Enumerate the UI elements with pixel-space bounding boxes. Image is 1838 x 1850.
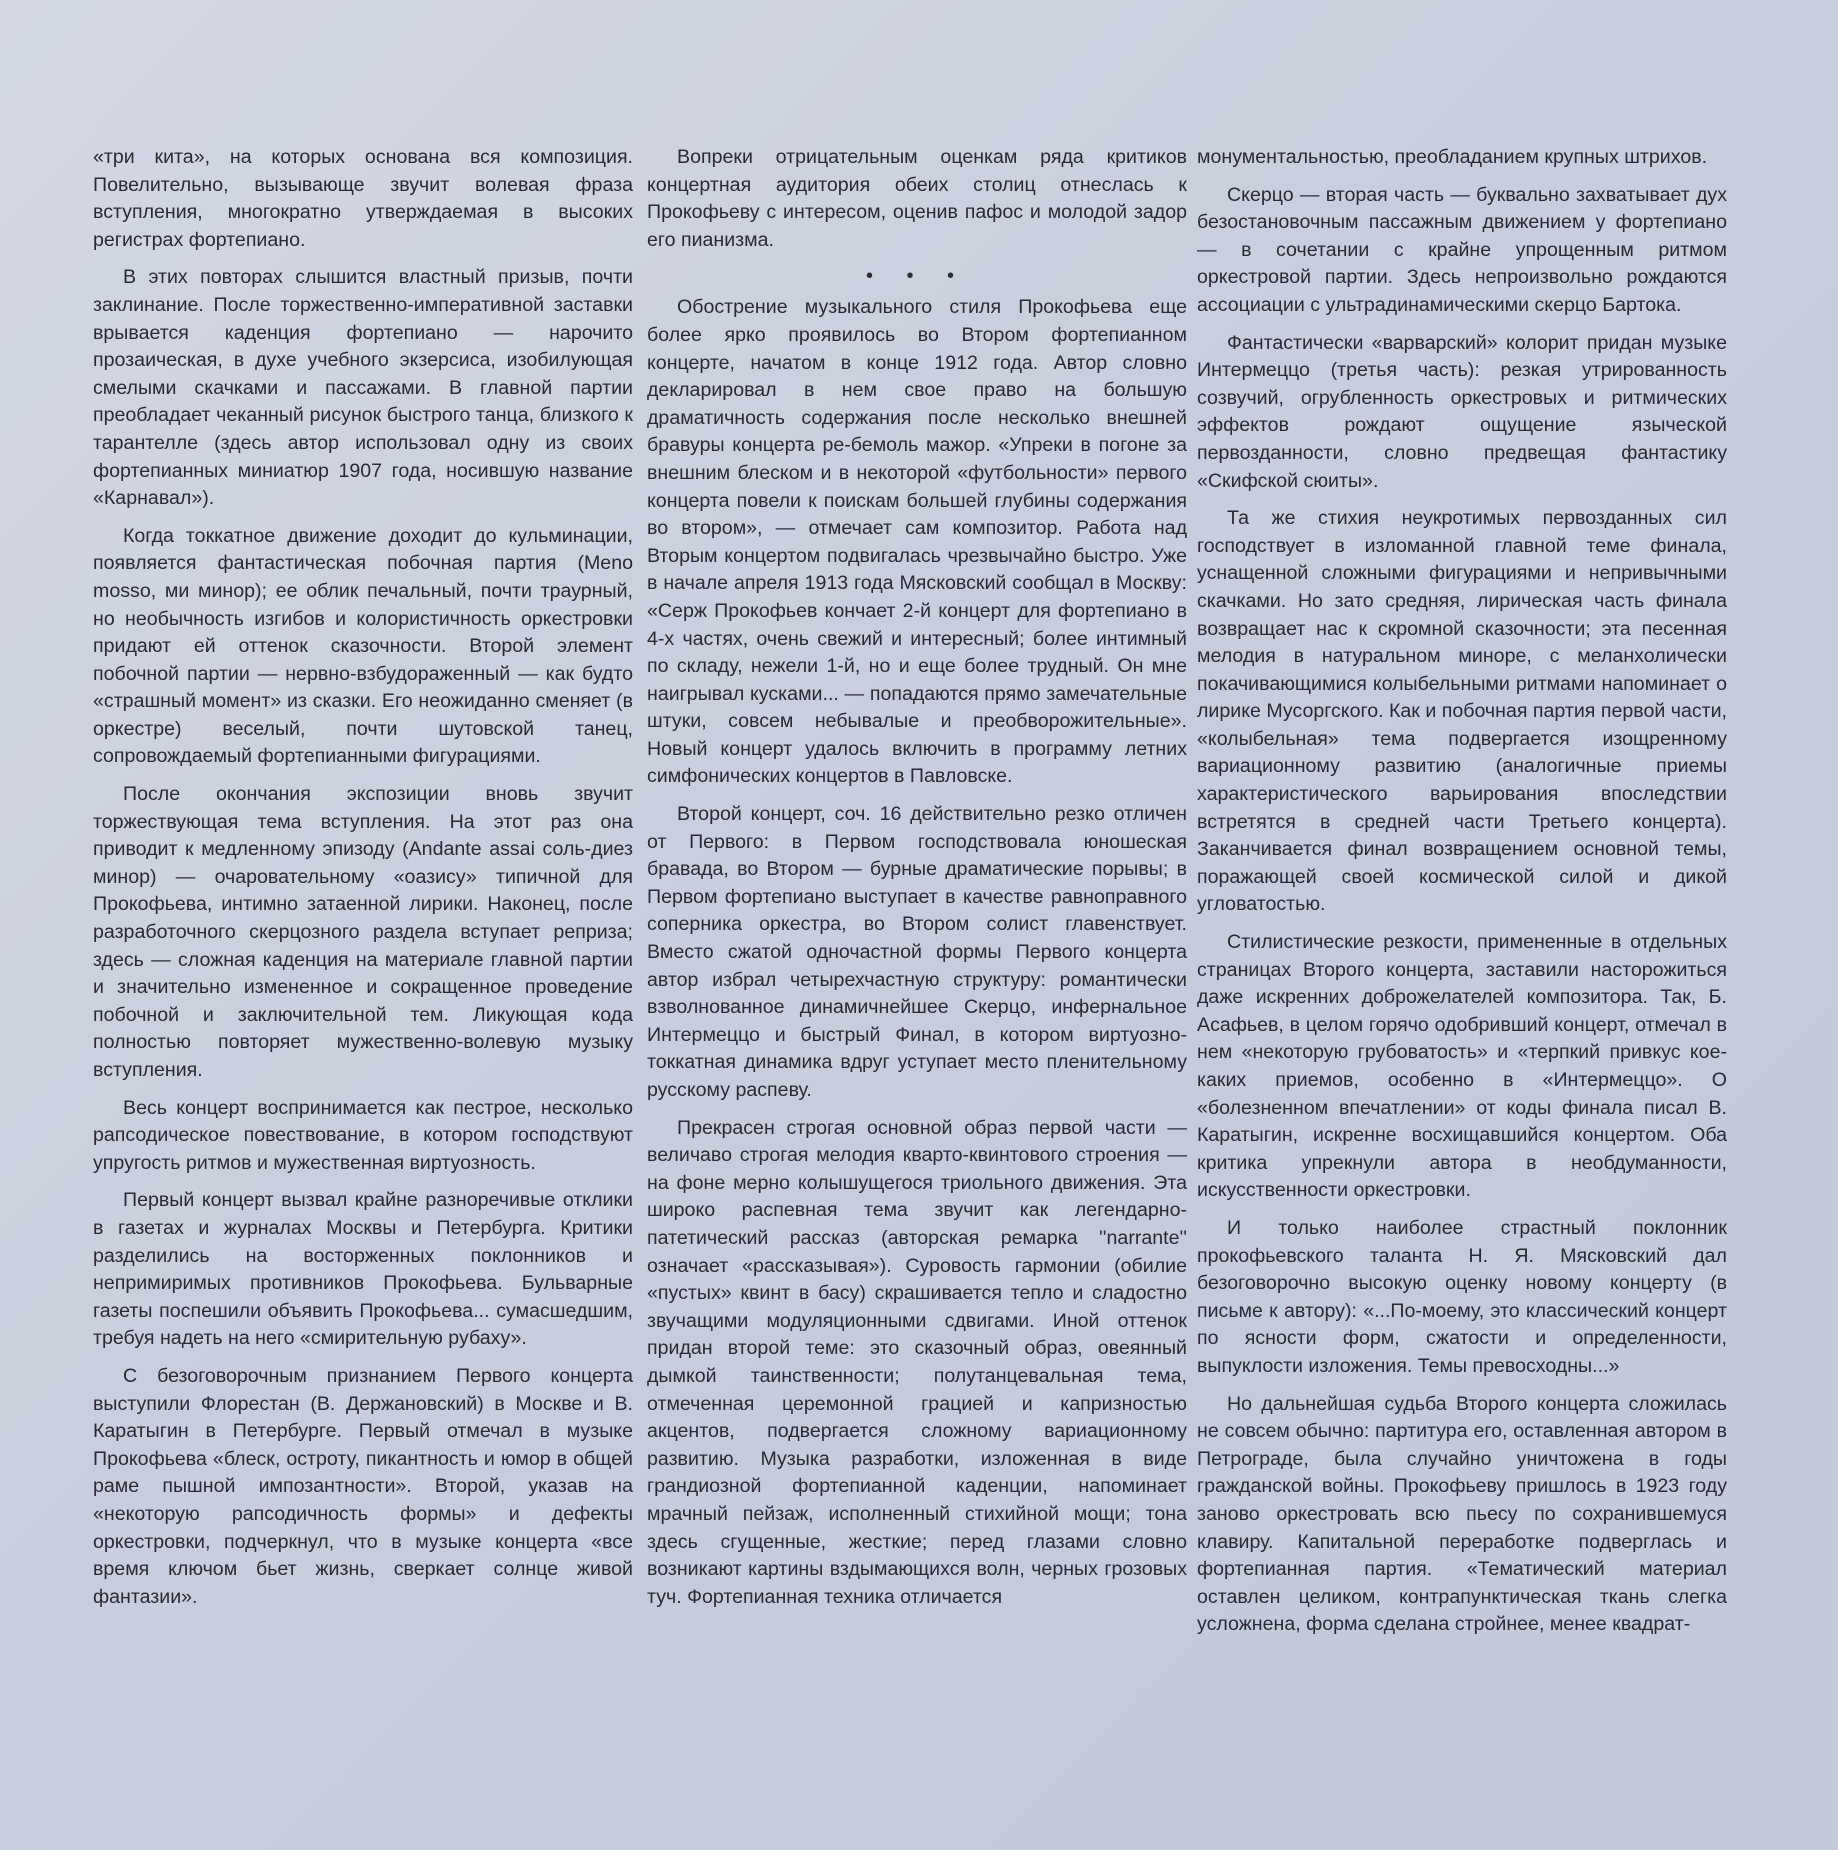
paragraph: С безоговорочным признанием Первого концерта выступили Флорестан (В. Держановский) в Москве и В. Каратыгин в Петербурге. Первый отмечал в музыке Прокофьева «блеск, остроту, пикантность и юмор в общей раме пышной импозантности». Второй, указав на «некоторую рапсодичность формы» и дефекты оркестровки, подчеркнул, что в музыке концерта «все время ключом бьет жизнь, сверкает солнце живой фантазии». (93, 1364, 633, 1608)
paragraph: В этих повторах слышится властный призыв, почти заклинание. После торжественно-императивной заставки врывается каденция фортепиано — нарочито прозаическая, в духе учебного экзерсиса, изобилующая смелыми скачками и пассажами. В главной партии преобладает чеканный рисунок быстрого танца, близкого к тарантелле (здесь автор использовал одну из своих фортепианных миниатюр 1907 года, носившую название «Карнавал»). (93, 266, 633, 510)
paragraph: Первый концерт вызвал крайне разноречивые отклики в газетах и журналах Москвы и Петербурга. Критики разделились на восторженных поклонников и непримиримых противников Прокофьева. Бульварные газеты поспешили объявить Прокофьева... сумасшедшим, требуя надеть на него «смирительную рубаху». (93, 1189, 633, 1350)
paragraph: Когда токкатное движение доходит до кульминации, появляется фантастическая побочная партия (Meno mosso, ми минор); ее облик печальный, почти траурный, но необычность изгибов и колористичность оркестровки придают ей оттенок сказочности. Второй элемент побочной партии — нервно-взбудораженный — как будто «страшный момент» из сказки. Его неожиданно сменяет (в оркестре) веселый, почти шутовской танец, сопровождаемый фортепианными фигурациями. (93, 524, 633, 768)
paragraph: монументальностью, преобладанием крупных штрихов. (1197, 146, 1708, 168)
text-column-right (1197, 144, 1727, 1649)
paragraph: Второй концерт, соч. 16 действительно резко отличен от Первого: в Первом господствовала юношеская бравада, во Втором — бурные драматические порывы; в Первом фортепиано выступает в качестве равноправного соперника оркестра, во Втором солист главенствует. Вместо сжатой одночастной формы Первого концерта автор избрал четырехчастную структуру: романтически взволнованное динамичнейшее Скерцо, инфернальное Интермеццо и быстрый Финал, в котором виртуозно-токкатная динамика вдруг уступает место пленительному русскому распеву. (647, 803, 1187, 1101)
paragraph: Та же стихия неукротимых первозданных сил господствует в изломанной главной теме финала, уснащенной сложными фигурациями и непривычными скачками. Но зато средняя, лирическая часть финала возвращает нас к скромной сказочности; эта песенная мелодия в натуральном миноре, с меланхолически покачивающимися колыбельными ритмами напоминает о лирике Мусоргского. Как и побочная партия первой части, «колыбельная» тема подвергается изощренному вариационному развитию (аналогичные приемы характеристического варьирования впоследствии встретятся в средней части Третьего концерта). Заканчивается финал возвращением основной темы, поражающей своей космической силой и дикой угловатостью. (1197, 507, 1727, 916)
paragraph: Весь концерт воспринимается как пестрое, несколько рапсодическое повествование, в котором господствуют упругость ритмов и мужественная виртуозность. (93, 1096, 633, 1174)
paragraph: И только наиболее страстный поклонник прокофьевского таланта Н. Я. Мясковский дал безоговорочно высокую оценку новому концерту (в письме к автору): «...По-моему, это классический концерт по ясности форм, сжатости и определенности, выпуклости изложения. Темы превосходны...» (1197, 1216, 1727, 1377)
paragraph: Прекрасен строгая основной образ первой части — величаво строгая мелодия кварто-квинтового строения — на фоне мерно колышущегося триольного движения. Эта широко распевная тема звучит как легендарно-патетический рассказ (авторская ремарка ''narrante'' означает «рассказывая»). Суровость гармонии (обилие «пустых» квинт в басу) скрашивается тепло и сладостно звучащими модуляционными сдвигами. Иной оттенок придан второй теме: это сказочный образ, овеянный дымкой таинственности; полутанцевальная тема, отмеченная церемонной грацией и капризностью акцентов, подвергается сложному вариационному развитию. Музыка разработки, изложенная в виде грандиозной фортепианной каденции, напоминает мрачный пейзаж, исполненный стихийной мощи; тона здесь сгущенные, жесткие; перед глазами словно возникают картины вздымающихся волн, черных грозовых туч. Фортепианная техника отличается (647, 1116, 1187, 1608)
paragraph: Фантастически «варварский» колорит придан музыке Интермеццо (третья часть): резкая утрированность созвучий, огрубленность оркестровых и ритмических эффектов рождают ощущение языческой первозданности, словно предвещая фантастику «Скифской сюиты». (1197, 331, 1727, 492)
section-separator: • • • (865, 265, 969, 288)
paragraph: Вопреки отрицательным оценкам ряда критиков концертная аудитория обеих столиц отнеслась к Прокофьеву с интересом, оценив пафос и молодой задор его пианизма. (647, 146, 1187, 251)
text-column-middle (647, 144, 1187, 1621)
paragraph: «три кита», на которых основана вся композиция. Повелительно, вызывающе звучит волевая фраза вступления, многократно утверждаемая в высоких регистрах фортепиано. (93, 146, 633, 251)
paragraph: Но дальнейшая судьба Второго концерта сложилась не совсем обычно: партитура его, оставленная автором в Петрограде, была случайно уничтожена в годы гражданской войны. Прокофьеву пришлось в 1923 году заново оркестровать всю пьесу по сохранившемуся клавиру. Капитальной переработке подверглась и фортепианная партия. «Тематический материал оставлен целиком, контрапунктическая ткань слегка усложнена, форма сделана стройнее, менее квадрат- (1197, 1392, 1727, 1636)
paragraph: Стилистические резкости, примененные в отдельных страницах Второго концерта, заставили насторожиться даже искренних доброжелателей композитора. Так, Б. Асафьев, в целом горячо одобривший концерт, отмечал в нем «некоторую грубоватость» и «терпкий привкус кое-каких приемов, особенно в «Интермеццо». О «болезненном впечатлении» от коды финала писал В. Каратыгин, искренне восхищавшийся концертом. Оба критика упрекнули автора в необдуманности, искусственности оркестровки. (1197, 931, 1727, 1202)
paragraph: После окончания экспозиции вновь звучит торжествующая тема вступления. На этот раз она приводит к медленному эпизоду (Andante assai соль-диез минор) — очаровательному «оазису» типичной для Прокофьева, интимно затаенной лирики. Наконец, после разработочного скерцозного раздела вступает реприза; здесь — сложная каденция на материале главной партии и значительно измененное и сокращенное проведение побочной и заключительной тем. Ликующая кода полностью повторяет мужественно-волевую музыку вступления. (93, 783, 633, 1081)
paragraph: Обострение музыкального стиля Прокофьева еще более ярко проявилось во Втором фортепианном концерте, начатом в конце 1912 года. Автор словно декларировал в нем свое право на большую драматичность содержания после несколько внешней бравуры концерта ре-бемоль мажор. «Упреки в погоне за внешним блеском и в некоторой «футбольности» первого концерта повели к поискам большей глубины содержания во втором», — отмечает сам композитор. Работа над Вторым концертом подвигалась чрезвычайно быстро. Уже в начале апреля 1913 года Мясковский сообщал в Москву: «Серж Прокофьев кончает 2-й концерт для фортепиано в 4-х частях, очень свежий и интересный; более интимный по складу, нежели 1-й, но и еще более трудный. Он мне наигрывал кусками... — попадаются прямо замечательные штуки, совсем небывалые и преобворожительные». Новый концерт удалось включить в программу летних симфонических концертов в Павловске. (647, 296, 1187, 788)
paragraph: Скерцо — вторая часть — буквально захватывает дух безостановочным пассажным движением у фортепиано — в сочетании с крайне упрощенным ритмом оркестровой партии. Здесь непроизвольно рождаются ассоциации с ультрадинамическими скерцо Бартока. (1197, 183, 1727, 316)
text-column-left (93, 144, 633, 1621)
